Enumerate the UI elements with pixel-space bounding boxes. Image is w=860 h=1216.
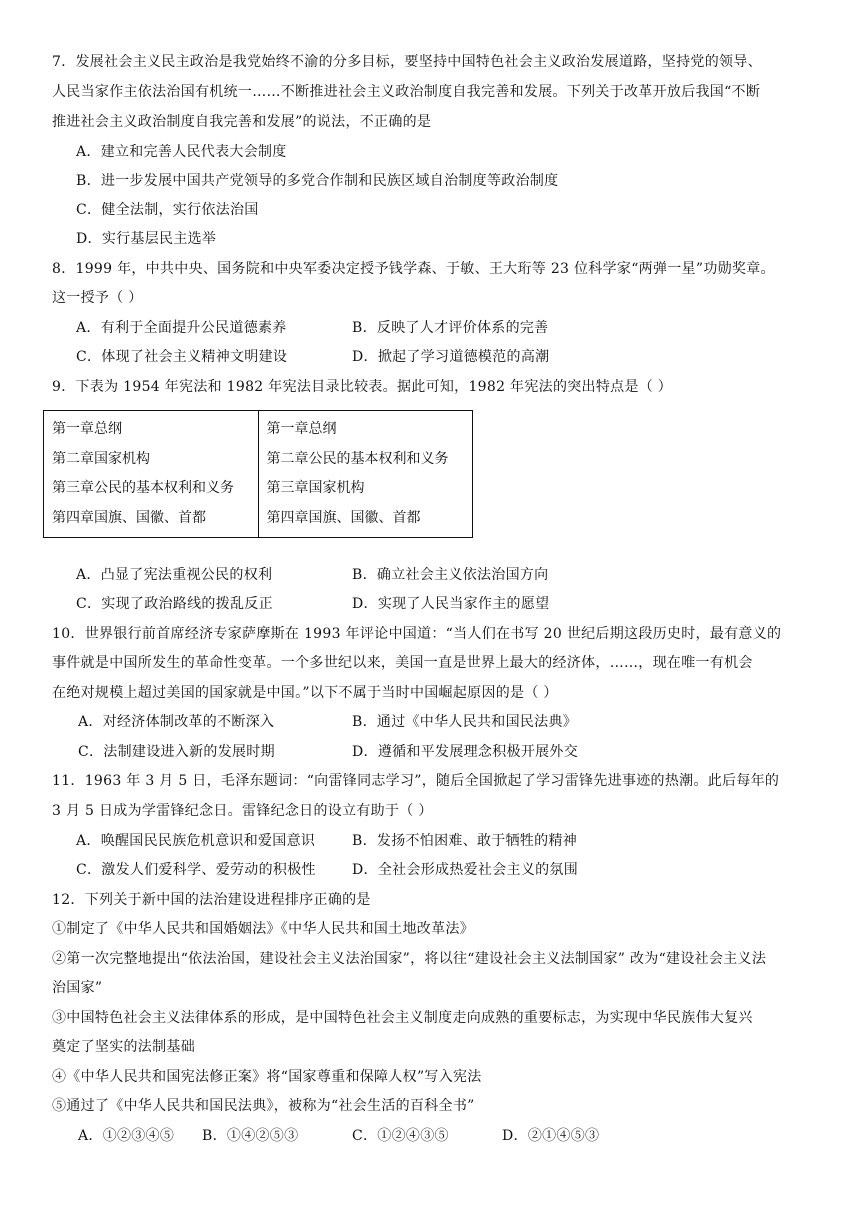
q11-option-a: A．唤醒国民民族危机意识和爱国意识 (76, 833, 316, 849)
q9-option-c: C．实现了政治路线的拨乱反正 (76, 596, 273, 612)
q12-stem: 12．下列关于新中国的法治建设进程排序正确的是 (52, 892, 371, 908)
q11-option-b: B．发扬不怕困难、敢于牺牲的精神 (352, 833, 578, 849)
q7-option-c: C．健全法制，实行依法治国 (76, 202, 259, 218)
table-cell: 第二章公民的基本权利和义务 (266, 450, 449, 467)
q12-option-d: D．②①④⑤③ (502, 1128, 600, 1144)
table-cell: 第四章国旗、国徽、首都 (266, 509, 421, 526)
q12-option-c: C．①②④③⑤ (352, 1128, 449, 1144)
q8-option-c: C．体现了社会主义精神文明建设 (76, 349, 288, 365)
q7-stem-line-3: 推进社会主义政治制度自我完善和发展”的说法，不正确的是 (52, 114, 432, 130)
q10-option-c: C．法制建设进入新的发展时期 (78, 744, 275, 760)
q8-option-d: D．掀起了学习道德模范的高潮 (352, 349, 550, 365)
q12-item-2: ②第一次完整地提出“依法治国，建设社会主义法治国家”，将以往“建设社会主义法制国家” 改为“建设社会主义法 (52, 951, 767, 967)
table-cell: 第三章公民的基本权利和义务 (52, 480, 234, 496)
q12-item-5: ⑤通过了《中华人民共和国民法典》，被称为“社会生活的百科全书” (52, 1098, 475, 1114)
table-cell: 第一章总纲 (52, 421, 122, 437)
q9-option-a: A．凸显了宪法重视公民的权利 (76, 567, 273, 583)
q10-option-a: A．对经济体制改革的不断深入 (78, 714, 275, 730)
q9-option-b: B．确立社会主义依法治国方向 (352, 567, 549, 583)
q12-item-2-cont: 治国家” (52, 980, 103, 996)
q7-option-b: B．进一步发展中国共产党领导的多党合作制和民族区域自治制度等政治制度 (76, 173, 559, 189)
table-cell: 第二章国家机构 (52, 450, 150, 467)
q11-option-d: D．全社会形成热爱社会主义的氛围 (352, 862, 579, 878)
q12-item-3: ③中国特色社会主义法律体系的形成，是中国特色社会主义制度走向成熟的重要标志，为实现中华民族伟大复兴 (52, 1010, 753, 1026)
q12-item-4: ④《中华人民共和国宪法修正案》将“国家尊重和保障人权”写入宪法 (52, 1069, 482, 1085)
q11-option-c: C．激发人们爱科学、爱劳动的积极性 (76, 862, 316, 878)
q12-option-a: A．①②③④⑤ (78, 1128, 175, 1144)
q9-option-d: D．实现了人民当家作主的愿望 (352, 596, 550, 612)
q8-option-a: A．有利于全面提升公民道德素养 (76, 320, 287, 336)
q11-stem-line-1: 11．1963 年 3 月 5 日，毛泽东题词：“向雷锋同志学习”，随后全国掀起了学习雷锋先进事迹的热潮。此后每年的 (52, 773, 780, 789)
q12-item-1: ①制定了《中华人民共和国婚姻法》《中华人民共和国土地改革法》 (52, 921, 474, 937)
table-cell: 第四章国旗、国徽、首都 (52, 509, 206, 526)
table-cell: 第一章总纲 (266, 421, 337, 437)
q7-stem-line-1: 7．发展社会主义民主政治是我党始终不渝的分多目标，要坚持中国特色社会主义政治发展道路，坚持党的领导、 (52, 54, 762, 70)
q12-option-b: B．①④②⑤③ (202, 1128, 299, 1144)
q8-stem-line-1: 8．1999 年，中共中央、国务院和中央军委决定授予钱学森、于敏、王大珩等 23 位科学家“两弹一星”功勋奖章。 (52, 261, 775, 277)
q11-stem-line-2: 3 月 5 日成为学雷锋纪念日。雷锋纪念日的设立有助于（ ） (52, 803, 433, 819)
q12-item-3-cont: 奠定了坚实的法制基础 (52, 1039, 195, 1055)
table-column-1982 (258, 411, 473, 538)
q8-option-b: B．反映了人才评价体系的完善 (352, 320, 549, 336)
table-cell: 第三章国家机构 (266, 480, 365, 496)
q7-option-a: A．建立和完善人民代表大会制度 (76, 144, 287, 160)
q10-stem-line-3: 在绝对规模上超过美国的国家就是中国。”以下不属于当时中国崛起原因的是（ ） (52, 685, 558, 701)
constitution-comparison-table (43, 410, 473, 538)
q10-stem-line-1: 10．世界银行前首席经济专家萨摩斯在 1993 年评论中国道：“当人们在书写 20 世纪后期这段历史时，最有意义的 (52, 626, 782, 642)
q10-stem-line-2: 事件就是中国所发生的革命性变革。一个多世纪以来，美国一直是世界上最大的经济体，……，现在唯一有机会 (52, 655, 753, 671)
table-column-1954 (44, 411, 259, 538)
q7-stem-line-2: 人民当家作主依法治国有机统一……不断推进社会主义政治制度自我完善和发展。下列关于改革开放后我国“不断 (52, 84, 761, 100)
q10-option-b: B．通过《中华人民共和国民法典》 (352, 714, 578, 730)
q8-stem-line-2: 这一授予（ ） (52, 290, 143, 306)
q10-option-d: D．遵循和平发展理念积极开展外交 (352, 744, 579, 760)
q7-option-d: D．实行基层民主选举 (76, 231, 217, 247)
q9-stem: 9．下表为 1954 年宪法和 1982 年宪法目录比较表。据此可知，1982 年宪法的突出特点是（ ） (52, 379, 673, 395)
